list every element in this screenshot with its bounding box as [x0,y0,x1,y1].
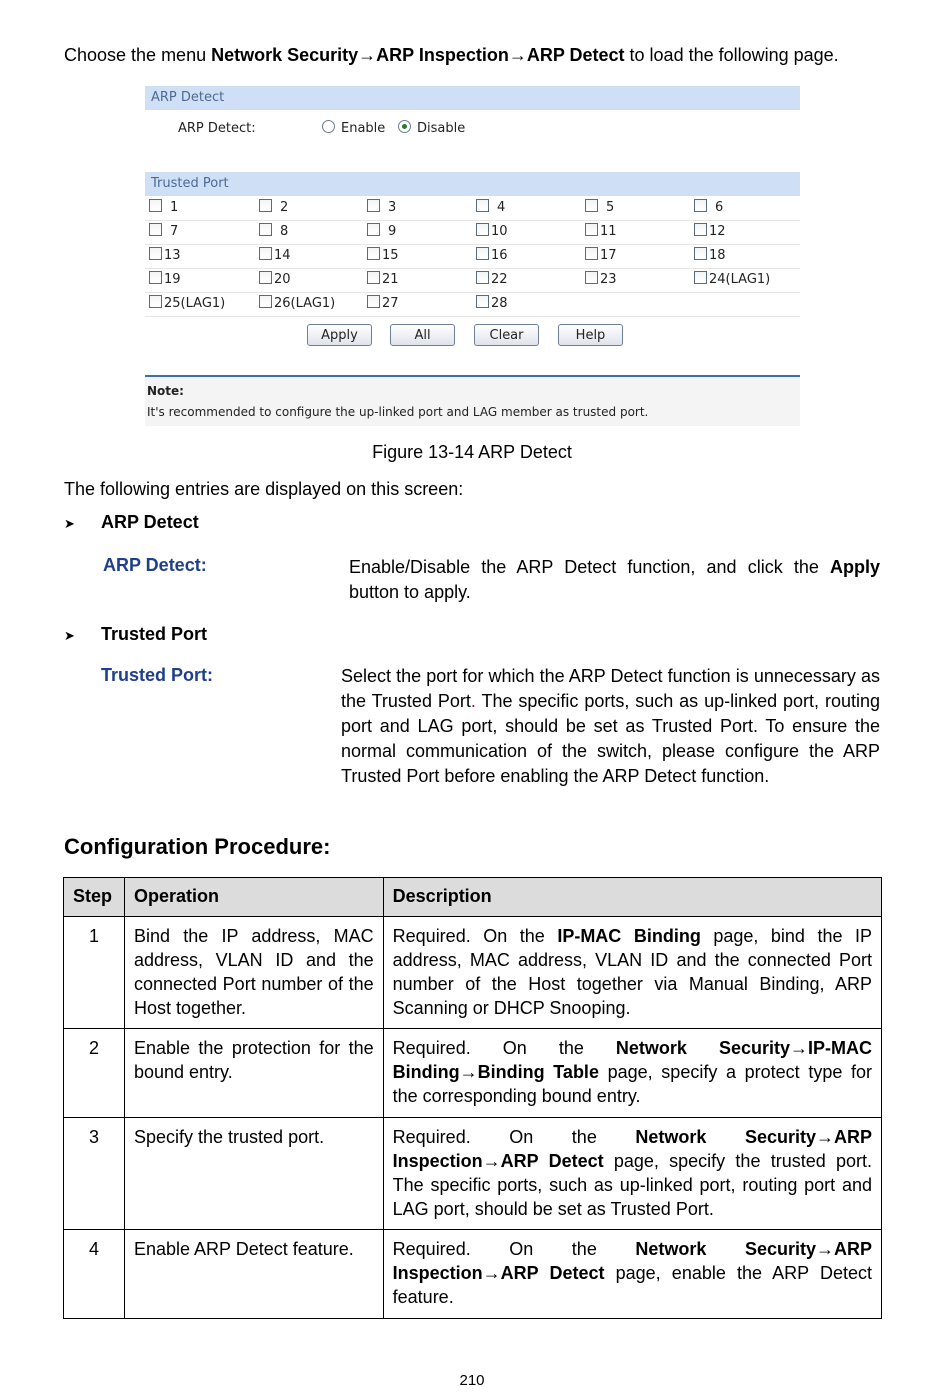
enable-radio-icon[interactable] [322,120,335,133]
trusted-port-heading: Trusted Port [101,624,208,644]
arp-detect-heading: ARP Detect [101,512,199,532]
trusted-port-bullet-heading [64,624,208,645]
port-label: 1 [170,200,179,215]
checkbox-icon[interactable] [367,247,380,260]
port-label: 8 [280,224,289,239]
arp-detect-term: ARP Detect: [103,555,207,575]
checkbox-icon[interactable] [259,247,272,260]
checkbox-icon[interactable] [585,247,598,260]
port-checkbox-item[interactable] [694,268,770,292]
port-label: 20 [274,272,291,287]
trusted-port-term: Trusted Port: [101,665,214,685]
description-text: Required. On the [392,1239,636,1259]
description-text: Required. On the [392,1127,636,1147]
step-cell: 1 [64,917,125,1029]
checkbox-icon[interactable] [585,271,598,284]
all-button[interactable]: All [390,324,455,346]
checkbox-icon[interactable] [694,223,707,236]
port-checkbox-item[interactable] [585,220,617,244]
arp-detect-description [349,555,880,605]
intro-menu-path: Network Security→ARP Inspection→ARP Detect [211,45,625,65]
table-row [64,1230,882,1319]
port-label: 4 [497,200,506,215]
port-row [145,220,800,245]
description-text: page, enable the ARP Detect feature. [392,1263,872,1307]
port-label: 19 [164,272,181,287]
port-label: 28 [491,296,508,311]
port-label: 26(LAG1) [274,296,336,311]
clear-button[interactable]: Clear [474,324,539,346]
port-label: 13 [164,248,181,263]
checkbox-icon[interactable] [149,223,162,236]
entries-intro: The following entries are displayed on this screen: [64,479,464,499]
checkbox-icon[interactable] [476,271,489,284]
port-checkbox-item[interactable] [476,268,508,292]
description-cell [383,1029,881,1118]
port-checkbox-item[interactable] [476,220,508,244]
description-text: Required. On the [392,1038,616,1058]
description-text: page, specify a protect type for the corresponding bound entry. [392,1062,873,1106]
port-checkbox-item[interactable] [149,196,178,220]
port-checkbox-item[interactable] [149,220,178,244]
checkbox-icon[interactable] [694,199,707,212]
header-description: Description [383,878,881,917]
port-label: 27 [382,296,399,311]
enable-radio-label: Enable [341,121,386,136]
trusted-port-description [341,664,880,789]
operation-cell: Enable the protection for the bound entry. [124,1029,383,1118]
port-checkbox-item[interactable] [367,268,399,292]
arp-detect-desc-suffix: button to apply. [349,582,471,602]
port-checkbox-item[interactable] [694,244,726,268]
description-bold-path: IP-MAC Binding [557,926,701,946]
trusted-port-desc-dot: . [470,691,476,711]
port-checkbox-item[interactable] [367,244,399,268]
port-checkbox-item[interactable] [367,220,396,244]
port-label: 16 [491,248,508,263]
step-cell: 2 [64,1029,125,1118]
enable-radio-option[interactable] [322,117,385,141]
description-cell [383,1118,881,1230]
port-checkbox-item[interactable] [259,220,288,244]
port-row [145,292,800,317]
port-row [145,244,800,269]
step-cell: 4 [64,1230,125,1319]
port-checkbox-item[interactable] [367,292,399,316]
port-checkbox-item[interactable] [476,292,508,316]
arp-detect-label: ARP Detect: [178,121,256,136]
table-row [64,1029,882,1118]
operation-cell: Enable ARP Detect feature. [124,1230,383,1319]
checkbox-icon[interactable] [585,223,598,236]
bullet-arrow-icon: ➤ [64,516,75,531]
intro-prefix: Choose the menu [64,45,212,65]
arp-detect-bullet-heading [64,512,199,533]
table-row [64,1118,882,1230]
port-label: 9 [388,224,397,239]
arp-detect-screenshot [145,86,800,426]
checkbox-icon[interactable] [149,247,162,260]
note-text: It's recommended to configure the up-linked port and LAG member as trusted port. [147,405,649,419]
arp-detect-section-header: ARP Detect [145,86,800,110]
checkbox-icon[interactable] [149,271,162,284]
checkbox-icon[interactable] [367,223,380,236]
checkbox-icon[interactable] [149,295,162,308]
port-label: 23 [600,272,617,287]
page-number: 210 [459,1372,485,1389]
intro-paragraph [64,44,904,66]
arp-detect-desc-bold: Apply [829,557,880,577]
port-label: 10 [491,224,508,239]
operation-cell: Specify the trusted port. [124,1118,383,1230]
procedure-table [63,877,882,1319]
port-label: 5 [606,200,615,215]
port-checkbox-item[interactable] [694,220,726,244]
checkbox-icon[interactable] [476,247,489,260]
checkbox-icon[interactable] [694,247,707,260]
note-box [145,377,800,426]
port-checkbox-item[interactable] [694,196,723,220]
trusted-port-desc-part1: Select the port for which the ARP Detect function is unnecessary as the Trusted Port [341,666,880,711]
port-label: 15 [382,248,399,263]
port-label: 7 [170,224,179,239]
checkbox-icon[interactable] [476,223,489,236]
port-label: 11 [600,224,617,239]
step-cell: 3 [64,1118,125,1230]
port-checkbox-item[interactable] [476,244,508,268]
port-checkbox-item[interactable] [259,196,288,220]
checkbox-icon[interactable] [149,199,162,212]
port-label: 21 [382,272,399,287]
checkbox-icon[interactable] [259,271,272,284]
port-label: 25(LAG1) [164,296,226,311]
description-text: page, specify the trusted port. The specific ports, such as up-linked port, routing port and LAG port, should be set as Trusted Port. [392,1151,873,1219]
trusted-port-section-header: Trusted Port [145,172,800,196]
port-label: 14 [274,248,291,263]
port-label: 18 [709,248,726,263]
description-cell [383,917,881,1029]
checkbox-icon[interactable] [694,271,707,284]
table-row [64,917,882,1029]
header-operation: Operation [124,878,383,917]
port-label: 24(LAG1) [709,272,771,287]
arp-detect-desc-prefix: Enable/Disable the ARP Detect function, and click the [349,557,830,577]
description-bold-path: Network Security→ARP Inspection→ARP Detect [392,1127,872,1171]
checkbox-icon[interactable] [367,271,380,284]
description-cell [383,1230,881,1319]
disable-radio-icon[interactable] [398,120,411,133]
checkbox-icon[interactable] [259,199,272,212]
port-checkbox-item[interactable] [259,268,291,292]
bullet-arrow-icon: ➤ [64,628,75,643]
port-row [145,196,800,221]
port-label: 12 [709,224,726,239]
header-step: Step [64,878,125,917]
note-title: Note: [147,384,184,398]
checkbox-icon[interactable] [585,199,598,212]
port-checkbox-item[interactable] [149,244,181,268]
port-checkbox-item[interactable] [367,196,396,220]
help-button[interactable]: Help [558,324,623,346]
description-text: Required. On the [392,926,558,946]
port-label: 6 [715,200,724,215]
port-checkbox-item[interactable] [259,244,291,268]
config-procedure-heading: Configuration Procedure: [64,834,331,859]
port-checkbox-item[interactable] [259,292,335,316]
port-label: 22 [491,272,508,287]
port-label: 17 [600,248,617,263]
port-checkbox-item[interactable] [585,196,614,220]
port-row [145,268,800,293]
checkbox-icon[interactable] [367,295,380,308]
checkbox-icon[interactable] [367,199,380,212]
port-checkbox-item[interactable] [585,268,617,292]
description-text: page, bind the IP address, MAC address, VLAN ID and the connected Port number of the Host together via Manual Binding, ARP Scanning or DHCP Snooping. [392,926,872,1018]
checkbox-icon[interactable] [259,223,272,236]
figure-caption: Figure 13-14 ARP Detect [372,442,572,462]
port-checkbox-item[interactable] [585,244,617,268]
description-bold-path: Network Security→ARP Inspection→ARP Detect [392,1239,872,1283]
checkbox-icon[interactable] [476,199,489,212]
checkbox-icon[interactable] [476,295,489,308]
port-checkbox-item[interactable] [149,292,225,316]
disable-radio-option[interactable] [398,117,465,141]
intro-suffix: to load the following page. [624,45,839,65]
port-checkbox-item[interactable] [149,268,181,292]
description-bold-path: Network Security→IP-MAC Binding→Binding Table [392,1038,872,1082]
checkbox-icon[interactable] [259,295,272,308]
trusted-port-desc-part2: The specific ports, such as up-linked port, routing port and LAG port, should be set as Trusted Port. To ensure the normal communication of the switch, please configure the ARP Trusted Port before enabling the ARP Detect function. [341,691,880,786]
port-checkbox-item[interactable] [476,196,505,220]
port-label: 2 [280,200,289,215]
disable-radio-label: Disable [417,121,466,136]
apply-button[interactable]: Apply [307,324,372,346]
table-header-row [64,878,882,917]
operation-cell: Bind the IP address, MAC address, VLAN ID and the connected Port number of the Host together. [124,917,383,1029]
port-label: 3 [388,200,397,215]
